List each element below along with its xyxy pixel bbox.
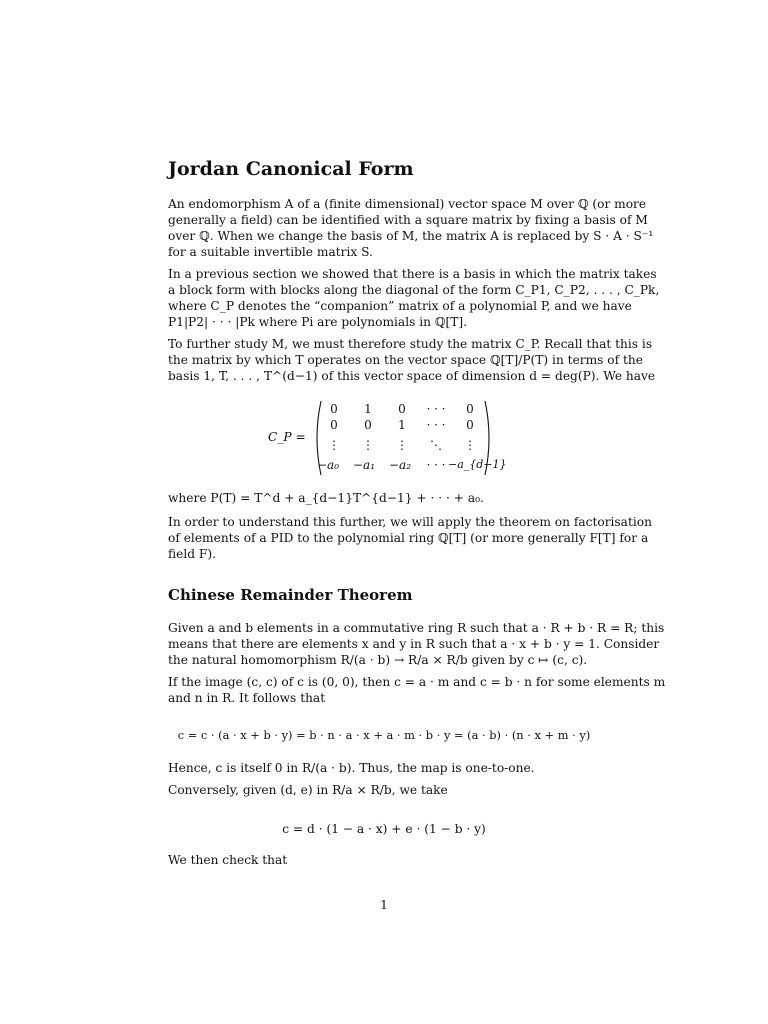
text-line: An endomorphism A of a (finite dimensional) vector space M over ℚ (or more: [168, 197, 647, 211]
matrix-cell: −a₀: [316, 458, 340, 472]
text-line: where P(T) = T^d + a_{d−1}T^{d−1} + · · · + a₀.: [168, 491, 484, 505]
matrix-cell: 0: [466, 402, 474, 416]
paragraph-image-zero: [168, 674, 666, 706]
matrix-cell: ⋮: [328, 438, 340, 452]
paragraph-check: [168, 852, 600, 868]
matrix-grid: [316, 402, 507, 474]
paragraph-companion-matrix: [168, 336, 656, 384]
subsection-title: Chinese Remainder Theorem: [168, 586, 413, 604]
text-line: If the image (c, c) of c is (0, 0), then c = a · m and c = b · n for some elements m: [168, 675, 666, 689]
matrix-cell: 1: [364, 402, 372, 416]
text-line: the matrix by which T operates on the vector space ℚ[T]/P(T) in terms of the: [168, 353, 643, 367]
matrix-cell: 0: [330, 402, 338, 416]
matrix-cell: ⋱: [430, 438, 442, 452]
text-line: where C_P denotes the “companion” matrix of a polynomial P, and we have: [168, 299, 632, 313]
text-line: the natural homomorphism R/(a · b) → R/a × R/b given by c ↦ (c, c).: [168, 653, 588, 667]
text-line: P1|P2| · · · |Pk where Pi are polynomials in ℚ[T].: [168, 315, 467, 329]
text-line: To further study M, we must therefore study the matrix C_P. Recall that this is: [168, 337, 653, 351]
text-line: a block form with blocks along the diagonal of the form C_P1, C_P2, . . . , C_Pk,: [168, 283, 660, 297]
matrix-cell: · · ·: [426, 402, 446, 416]
paragraph-crt-setup: [168, 620, 665, 668]
text-line: Hence, c is itself 0 in R/(a · b). Thus, the map is one-to-one.: [168, 761, 535, 775]
section-title: Jordan Canonical Form: [168, 158, 414, 180]
paragraph-polynomial: [168, 490, 600, 506]
text-line: In a previous section we showed that there is a basis in which the matrix takes: [168, 267, 657, 281]
paragraph-block-form: [168, 266, 660, 330]
text-line: means that there are elements x and y in R such that a · x + b · y = 1. Consider: [168, 637, 660, 651]
matrix-cell: 0: [330, 418, 338, 432]
matrix-cell: ⋮: [362, 438, 374, 452]
text-line: of elements of a PID to the polynomial ring ℚ[T] (or more generally F[T] for a: [168, 531, 649, 545]
text-line: generally a field) can be identified with a square matrix by fixing a basis of M: [168, 213, 648, 227]
matrix-cell: · · ·: [426, 418, 446, 432]
matrix-cell: −a₂: [388, 458, 412, 472]
matrix-cell: −a_{d−1}: [448, 458, 507, 471]
text-line: Conversely, given (d, e) in R/a × R/b, we take: [168, 783, 448, 797]
text-line: over ℚ. When we change the basis of M, the matrix A is replaced by S · A · S⁻¹: [168, 229, 654, 243]
text-line: for a suitable invertible matrix S.: [168, 245, 373, 259]
matrix-cell: 0: [466, 418, 474, 432]
page-number: 1: [380, 898, 388, 912]
equation-surjective: c = d · (1 − a · x) + e · (1 − b · y): [282, 822, 486, 836]
paragraph-endomorphism: [168, 196, 654, 260]
paragraph-factorisation: [168, 514, 652, 562]
text-line: field F).: [168, 547, 217, 561]
matrix-cell: ⋮: [464, 438, 476, 452]
matrix-cell: −a₁: [352, 458, 376, 472]
matrix-cell: · · ·: [426, 458, 446, 472]
text-line: Given a and b elements in a commutative ring R such that a · R + b · R = R; this: [168, 621, 665, 635]
matrix-label: C_P =: [268, 430, 306, 444]
paragraph-one-to-one: [168, 760, 600, 776]
equation-injective: c = c · (a · x + b · y) = b · n · a · x + a · m · b · y = (a · b) · (n · x + m · y): [177, 728, 591, 742]
matrix-cell: 1: [398, 418, 406, 432]
matrix-cell: 0: [364, 418, 372, 432]
matrix-cell: ⋮: [396, 438, 408, 452]
matrix-cell: 0: [398, 402, 406, 416]
text-line: basis 1, T, . . . , T^(d−1) of this vector space of dimension d = deg(P). We have: [168, 369, 656, 383]
text-line: and n in R. It follows that: [168, 691, 326, 705]
paragraph-conversely: [168, 782, 600, 798]
text-line: In order to understand this further, we will apply the theorem on factorisation: [168, 515, 652, 529]
text-line: We then check that: [168, 853, 288, 867]
